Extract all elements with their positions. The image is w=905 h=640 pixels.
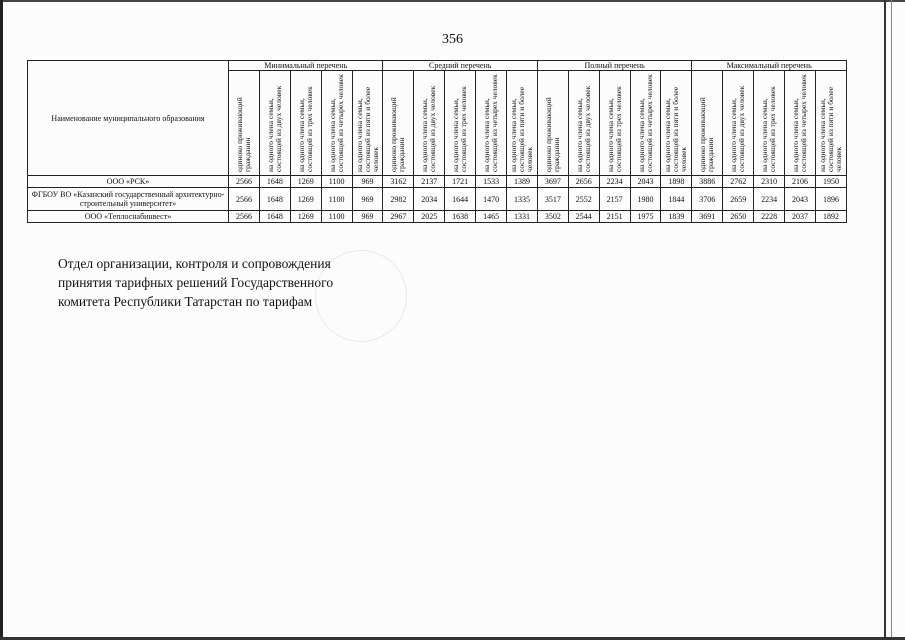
table-cell: 2659	[723, 188, 754, 211]
column-header: одиноко проживающий гражданин	[383, 71, 414, 176]
table-cell: 2982	[383, 188, 414, 211]
table-cell: 2967	[383, 211, 414, 223]
column-header: на одного члена семьи, состоящей из четырех человек	[476, 71, 507, 176]
scan-edge-left	[0, 0, 3, 640]
column-header: на одного члена семьи, состоящей из трех человек	[754, 71, 785, 176]
column-header: на одного члена семьи, состоящей из двух человек	[259, 71, 290, 176]
table-cell: 1839	[661, 211, 692, 223]
group-header-maximal: Максимальный перечень	[692, 61, 847, 71]
column-header: на одного члена семьи, состоящей из трех человек	[445, 71, 476, 176]
table-cell: 2151	[599, 211, 630, 223]
column-header: на одного члена семьи, состоящей из пяти и более человек	[352, 71, 383, 176]
column-header: на одного члена семьи, состоящей из трех человек	[290, 71, 321, 176]
table-cell: 2566	[229, 176, 260, 188]
table-cell: 2566	[229, 188, 260, 211]
table-cell: 1533	[476, 176, 507, 188]
table-cell: 1269	[290, 211, 321, 223]
table-cell: 1644	[445, 188, 476, 211]
column-header: на одного члена семьи, состоящей из пяти и более человек	[661, 71, 692, 176]
table-cell: 1269	[290, 176, 321, 188]
table-cell: 1896	[815, 188, 846, 211]
table-cell: 2656	[568, 176, 599, 188]
column-header: одиноко проживающий гражданин	[692, 71, 723, 176]
column-header: на одного члена семьи, состоящей из двух человек	[568, 71, 599, 176]
column-header: на одного члена семьи, состоящей из четырех человек	[321, 71, 352, 176]
column-header: на одного члена семьи, состоящей из пяти и более человек	[507, 71, 538, 176]
group-header-full: Полный перечень	[537, 61, 691, 71]
table-cell: 3517	[537, 188, 568, 211]
table-cell: 1100	[321, 211, 352, 223]
org-name: ООО «РСК»	[28, 176, 229, 188]
table-cell: 1648	[259, 188, 290, 211]
table-cell: 1335	[507, 188, 538, 211]
table-cell: 1269	[290, 188, 321, 211]
table-cell: 1638	[445, 211, 476, 223]
signature-block	[58, 254, 333, 311]
table-row	[28, 211, 847, 223]
table-cell: 2544	[568, 211, 599, 223]
table-cell: 2025	[414, 211, 445, 223]
table-cell: 1389	[507, 176, 538, 188]
signature-line: комитета Республики Татарстан по тарифам	[58, 294, 313, 309]
table-row	[28, 188, 847, 211]
table-cell: 2552	[568, 188, 599, 211]
table-cell: 1100	[321, 176, 352, 188]
table-cell: 1648	[259, 211, 290, 223]
column-header: на одного члена семьи, состоящей из пяти и более человек	[815, 71, 846, 176]
table-cell: 2043	[785, 188, 816, 211]
table-cell: 969	[352, 211, 383, 223]
table-cell: 2137	[414, 176, 445, 188]
column-header: на одного члена семьи, состоящей из двух человек	[723, 71, 754, 176]
table-cell: 2106	[785, 176, 816, 188]
scan-edge-right-inner	[891, 0, 892, 640]
table-cell: 1331	[507, 211, 538, 223]
table-cell: 2043	[630, 176, 661, 188]
column-header: на одного члена семьи, состоящей из четырех человек	[630, 71, 661, 176]
table-cell: 1950	[815, 176, 846, 188]
table-cell: 2566	[229, 211, 260, 223]
table-cell: 3706	[692, 188, 723, 211]
org-name-header: Наименование муниципального образования	[28, 61, 229, 176]
table-cell: 1721	[445, 176, 476, 188]
table-cell: 1648	[259, 176, 290, 188]
table-cell: 1100	[321, 188, 352, 211]
group-header-row	[28, 61, 847, 71]
table-cell: 1980	[630, 188, 661, 211]
page-number: 356	[442, 32, 463, 47]
table-cell: 3691	[692, 211, 723, 223]
group-header-average: Средний перечень	[383, 61, 537, 71]
table-cell: 1975	[630, 211, 661, 223]
column-header: одиноко проживающий гражданин	[537, 71, 568, 176]
table-cell: 3162	[383, 176, 414, 188]
table-cell: 969	[352, 188, 383, 211]
table-cell: 2037	[785, 211, 816, 223]
table-cell: 2234	[754, 188, 785, 211]
table-cell: 3502	[537, 211, 568, 223]
table-cell: 2157	[599, 188, 630, 211]
column-header: на одного члена семьи, состоящей из двух человек	[414, 71, 445, 176]
table-cell: 2034	[414, 188, 445, 211]
column-header: одиноко проживающий гражданин	[229, 71, 260, 176]
group-header-minimal: Минимальный перечень	[229, 61, 383, 71]
scan-edge-right	[884, 0, 886, 640]
signature-line: принятия тарифных решений Государственного	[58, 275, 334, 290]
table-cell: 3697	[537, 176, 568, 188]
table-cell: 2762	[723, 176, 754, 188]
table-cell: 1844	[661, 188, 692, 211]
table-row	[28, 176, 847, 188]
scan-edge-top	[0, 0, 905, 2]
table-cell: 1465	[476, 211, 507, 223]
org-name: ООО «Теплоснабинвест»	[28, 211, 229, 223]
table-cell: 2228	[754, 211, 785, 223]
table-cell: 1470	[476, 188, 507, 211]
table-cell: 2234	[599, 176, 630, 188]
table-cell: 3886	[692, 176, 723, 188]
org-name: ФГБОУ ВО «Казанский государственный архитектурно-строительный университет»	[28, 188, 229, 211]
signature-line: Отдел организации, контроля и сопровождения	[58, 256, 331, 271]
column-header: на одного члена семьи, состоящей из четырех человек	[785, 71, 816, 176]
table-cell: 969	[352, 176, 383, 188]
table-cell: 2650	[723, 211, 754, 223]
tariff-table	[27, 60, 847, 223]
table-cell: 1898	[661, 176, 692, 188]
table-cell: 1892	[815, 211, 846, 223]
table-cell: 2310	[754, 176, 785, 188]
column-header: на одного члена семьи, состоящей из трех человек	[599, 71, 630, 176]
